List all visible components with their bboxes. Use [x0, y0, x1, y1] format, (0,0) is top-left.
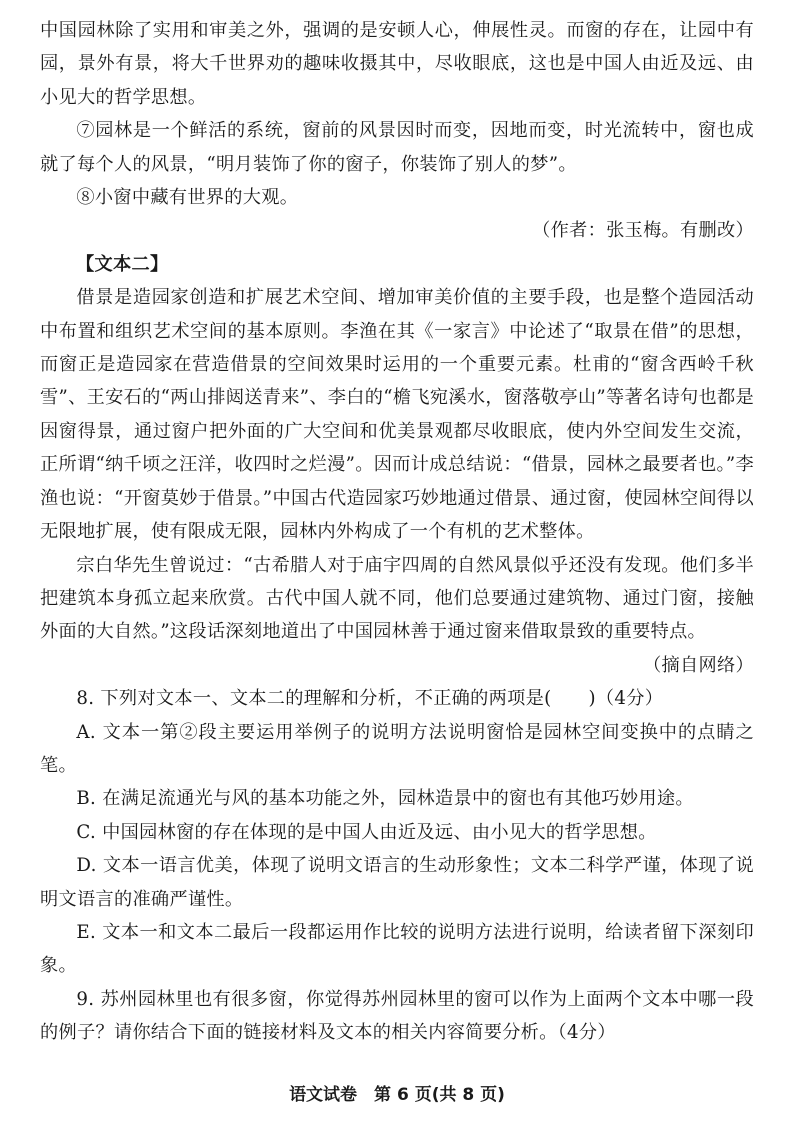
question-8-option-c: C. 中国园林窗的存在体现的是中国人由近及远、由小见大的哲学思想。	[76, 821, 657, 843]
text2-heading: 【文本二】	[76, 253, 169, 275]
text2-source: （摘自网络）	[643, 654, 754, 676]
question-8-stem: 8. 下列对文本一、文本二的理解和分析，不正确的两项是( )（4分）	[76, 688, 664, 710]
question-8-option-d: D. 文本一语言优美，体现了说明文语言的生动形象性；文本二科学严谨，体现了说明文语言的准确严谨性。	[40, 855, 754, 910]
text2-paragraph-1: 借景是造园家创造和扩展艺术空间、增加审美价值的主要手段，也是整个造园活动中布置和组织艺术空间的基本原则。李渔在其《一家言》中论述了“取景在借”的思想，而窗正是造园家在营造借景的空间效果时运用的一个重要元素。杜甫的“窗含西岭千秋雪”、王安石的“两山排闼送青来”、李白的“檐飞宛溪水，窗落敬亭山”等著名诗句也都是因窗得景，通过窗户把外面的广大空间和优美景观都尽收眼底，使内外空间发生交流，正所谓“纳千顷之汪洋，收四时之烂漫”。因而计成总结说：“借景，园林之最要者也。”李渔也说：“开窗莫妙于借景。”中国古代造园家巧妙地通过借景、通过窗，使园林空间得以无限地扩展，使有限成无限，园林内外构成了一个有机的艺术整体。	[40, 287, 754, 543]
question-8-option-a: A. 文本一第②段主要运用举例子的说明方法说明窗恰是园林空间变换中的点睛之笔。	[40, 721, 754, 776]
text1-source: （作者：张玉梅。有删改）	[532, 220, 754, 242]
page-footer: 语文试卷 第 6 页(共 8 页)	[289, 1085, 505, 1105]
text2-paragraph-2: 宗白华先生曾说过：“古希腊人对于庙宇四周的自然风景似乎还没有发现。他们多半把建筑本身孤立起来欣赏。古代中国人就不同，他们总要通过建筑物、通过门窗，接触外面的大自然。”这段话深刻地道出了中国园林善于通过窗来借取景致的重要特点。	[40, 554, 754, 643]
text1-paragraph-7: ⑦园林是一个鲜活的系统，窗前的风景因时而变，因地而变，时光流转中，窗也成就了每个人的风景，“明月装饰了你的窗子，你装饰了别人的梦”。	[40, 120, 754, 175]
question-8-option-b: B. 在满足流通光与风的基本功能之外，园林造景中的窗也有其他巧妙用途。	[76, 788, 694, 810]
question-9-stem: 9. 苏州园林里也有很多窗，你觉得苏州园林里的窗可以作为上面两个文本中哪一段的例子？请你结合下面的链接材料及文本的相关内容简要分析。（4分）	[40, 988, 754, 1044]
text1-paragraph-8: ⑧小窗中藏有世界的大观。	[76, 187, 299, 209]
question-8-option-e: E. 文本一和文本二最后一段都运用作比较的说明方法进行说明，给读者留下深刻印象。	[40, 921, 754, 977]
text1-paragraph-6-continued: 中国园林除了实用和审美之外，强调的是安顿人心，伸展性灵。而窗的存在，让园中有园，景外有景，将大千世界劝的趣味收摄其中，尽收眼底，这也是中国人由近及远、由小见大的哲学思想。	[40, 20, 754, 108]
